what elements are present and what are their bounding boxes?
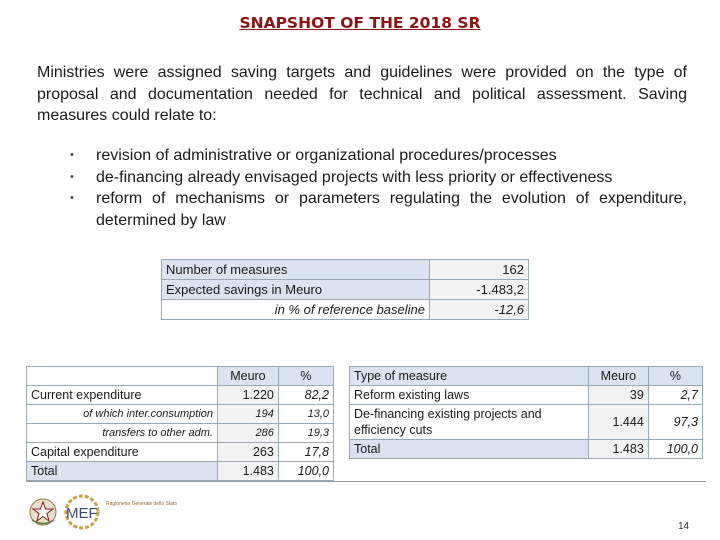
bullet-text: revision of administrative or organizational procedures/processes [96,147,557,164]
summary-table [161,259,529,320]
pct-cell: 13,0 [278,405,333,424]
table-row [27,443,334,462]
pct-cell: 19,3 [278,424,333,443]
footer-divider [26,481,706,482]
summary-label: Expected savings in Meuro [162,280,430,300]
column-header: Meuro [589,367,649,386]
table-row [27,462,334,481]
table-row [162,300,529,320]
meuro-cell: 39 [589,386,649,405]
summary-label: Number of measures [162,260,430,280]
pct-cell: 82,2 [278,386,333,405]
slide-title: SNAPSHOT OF THE 2018 SR [239,14,481,32]
table-row [350,440,703,459]
expenditure-table [26,366,334,481]
pct-cell: 17,8 [278,443,333,462]
bullet-text: de-financing already envisaged projects with less priority or effectiveness [96,168,613,186]
column-header: % [648,367,702,386]
table-row [27,386,334,405]
row-label: Reform existing laws [350,386,589,405]
bullet-item [70,145,687,167]
column-header: Type of measure [350,367,589,386]
meuro-cell: 263 [218,443,279,462]
intro-paragraph: Ministries were assigned saving targets and guidelines were provided on the type of proposal and documentation needed for technical and political assessment. Saving measures could relate to: [37,64,687,124]
row-label: De-financing existing projects and efficiency cuts [350,405,589,440]
row-label: Total [350,440,589,459]
table-header-row [27,367,334,386]
column-header [27,367,218,386]
table-header-row [350,367,703,386]
row-label: transfers to other adm. [27,424,218,443]
bullet-dot-icon: • [70,149,74,161]
row-label: Capital expenditure [27,443,218,462]
table-row [162,280,529,300]
table-row [350,405,703,440]
republic-emblem-icon [28,496,58,528]
row-label: Total [27,462,218,481]
mef-logo-icon [62,494,178,530]
summary-value: -12,6 [430,300,529,320]
meuro-cell: 194 [218,405,279,424]
column-header: Meuro [218,367,279,386]
meuro-cell: 1.444 [589,405,649,440]
table-row [350,386,703,405]
meuro-cell: 1.220 [218,386,279,405]
pct-cell: 100,0 [278,462,333,481]
meuro-cell: 286 [218,424,279,443]
table-row [27,405,334,424]
bullet-item [70,188,687,231]
table-row [27,424,334,443]
page-number: 14 [678,521,690,532]
mef-logo-text: MEF [66,505,98,522]
summary-value: 162 [430,260,529,280]
measure-type-table [349,366,703,459]
bullet-item [70,167,687,189]
summary-label: in % of reference baseline [162,300,430,320]
bullet-dot-icon: • [70,170,74,183]
bullet-dot-icon: • [70,192,74,204]
row-label: Current expenditure [27,386,218,405]
summary-value: -1.483,2 [430,280,529,300]
meuro-cell: 1.483 [589,440,649,459]
bullet-list [70,145,687,231]
pct-cell: 2,7 [648,386,702,405]
meuro-cell: 1.483 [218,462,279,481]
column-header: % [278,367,333,386]
row-label: of which inter.consumption [27,405,218,424]
table-row [162,260,529,280]
bullet-text: reform of mechanisms or parameters regulating the evolution of expenditure, determined by law [96,190,687,229]
pct-cell: 97,3 [648,405,702,440]
mef-logo-subtext: Ragioneria Generale dello Stato [106,501,178,507]
pct-cell: 100,0 [648,440,702,459]
